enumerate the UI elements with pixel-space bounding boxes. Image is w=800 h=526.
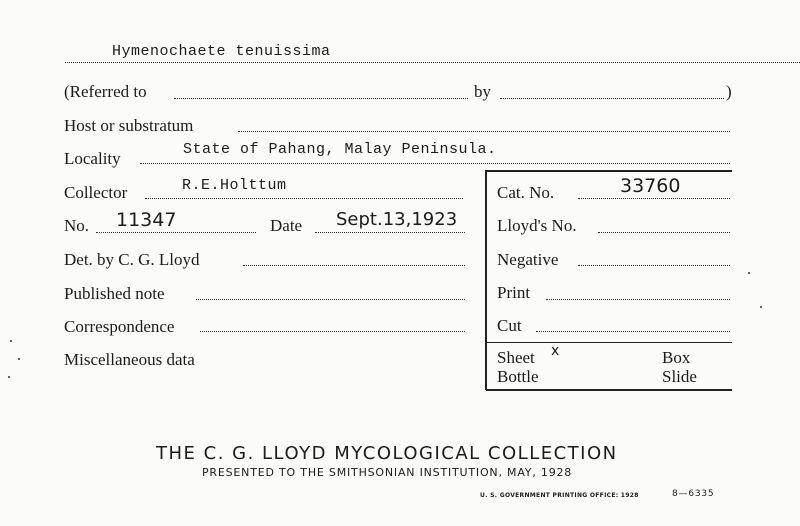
date-line	[315, 232, 465, 233]
referred-by-line	[500, 98, 724, 99]
referred-suffix: )	[726, 82, 732, 101]
species-name: Hymenochaete tenuissima	[112, 43, 331, 60]
print-label: Print	[497, 283, 531, 302]
negative-label: Negative	[497, 250, 559, 269]
collection-subtitle: PRESENTED TO THE SMITHSONIAN INSTITUTION, MAY, 1928	[202, 466, 573, 479]
correspondence-label: Correspondence	[64, 317, 175, 336]
number-line	[96, 232, 256, 233]
date-label: Date	[270, 216, 303, 235]
host-line	[238, 131, 730, 132]
referred-by: by	[474, 82, 491, 101]
locality-label: Locality	[64, 149, 121, 168]
locality-value: State of Pahang, Malay Peninsula.	[183, 141, 497, 158]
correspondence-line	[200, 331, 465, 332]
species-line	[65, 62, 800, 63]
box-sheet-rule	[486, 342, 732, 343]
cat-value: 33760	[620, 175, 681, 197]
published-line	[196, 299, 465, 300]
misc-label: Miscellaneous data	[64, 350, 195, 369]
number-value: 11347	[116, 209, 177, 231]
lloyd-line	[598, 232, 730, 233]
speck	[748, 272, 750, 274]
date-value: Sept.13,1923	[336, 209, 458, 230]
sheet-label: Sheet	[497, 348, 535, 367]
lloyd-label: Lloyd's No.	[497, 216, 577, 235]
speck	[8, 376, 10, 378]
speck	[10, 340, 12, 342]
box-label: Box	[662, 348, 691, 367]
cat-label: Cat. No.	[497, 183, 555, 202]
speck	[760, 306, 762, 308]
number-label: No.	[64, 216, 90, 235]
referred-line	[174, 98, 468, 99]
negative-line	[578, 265, 730, 266]
collection-title: THE C. G. LLOYD MYCOLOGICAL COLLECTION	[156, 443, 618, 464]
det-label: Det. by C. G. Lloyd	[64, 250, 200, 269]
printing-office-imprint: U. S. GOVERNMENT PRINTING OFFICE: 1928	[480, 492, 639, 499]
speck	[18, 358, 20, 360]
published-label: Published note	[64, 284, 165, 303]
det-line	[243, 265, 465, 266]
form-number: 8—6335	[672, 489, 715, 499]
collector-label: Collector	[64, 183, 128, 202]
collector-value: R.E.Holttum	[182, 177, 287, 194]
cut-line	[536, 331, 730, 332]
slide-label: Slide	[662, 367, 697, 386]
sheet-mark: x	[551, 343, 560, 359]
box-top-rule	[486, 170, 732, 172]
host-label: Host or substratum	[64, 116, 194, 135]
referred-prefix: (Referred to	[64, 82, 147, 101]
cat-line	[578, 198, 730, 199]
print-line	[546, 299, 730, 300]
collector-line	[145, 198, 463, 199]
cut-label: Cut	[497, 316, 522, 335]
box-bottom-rule	[486, 389, 732, 391]
locality-line	[140, 163, 730, 164]
box-left-rule	[485, 170, 487, 390]
bottle-label: Bottle	[497, 367, 539, 386]
